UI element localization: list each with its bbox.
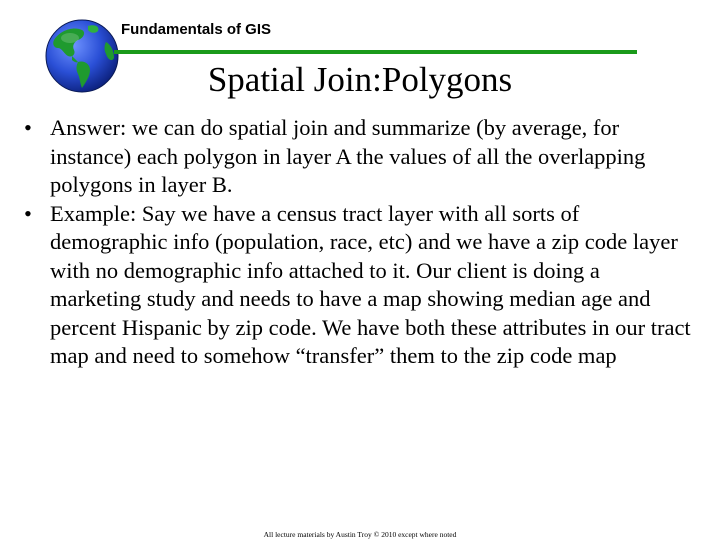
- bullet-marker: •: [24, 200, 32, 226]
- bullet-text: Example: Say we have a census tract layer with all sorts of demographic info (population, race, etc) and we have a zip code layer with no demographic info attached to it. Our client is doing a marketing study and needs to have a map showing median age and percent Hispanic by zip code. We have both these attributes in our tract map and need to somehow “transfer” them to the zip code map: [50, 200, 691, 368]
- course-title: Fundamentals of GIS: [121, 21, 272, 38]
- bullet-list: [24, 114, 694, 371]
- bullet-item: [24, 200, 694, 371]
- globe-icon: [44, 18, 120, 94]
- bullet-item: [24, 114, 694, 200]
- bullet-marker: •: [24, 115, 32, 140]
- header-rule: [114, 50, 637, 54]
- footer-credit: All lecture materials by Austin Troy © 2010 except where noted: [263, 530, 457, 539]
- slide-title: Spatial Join:Polygons: [207, 60, 513, 99]
- bullet-text: Answer: we can do spatial join and summarize (by average, for instance) each polygon in layer A the values of all the overlapping polygons in layer B.: [50, 115, 646, 197]
